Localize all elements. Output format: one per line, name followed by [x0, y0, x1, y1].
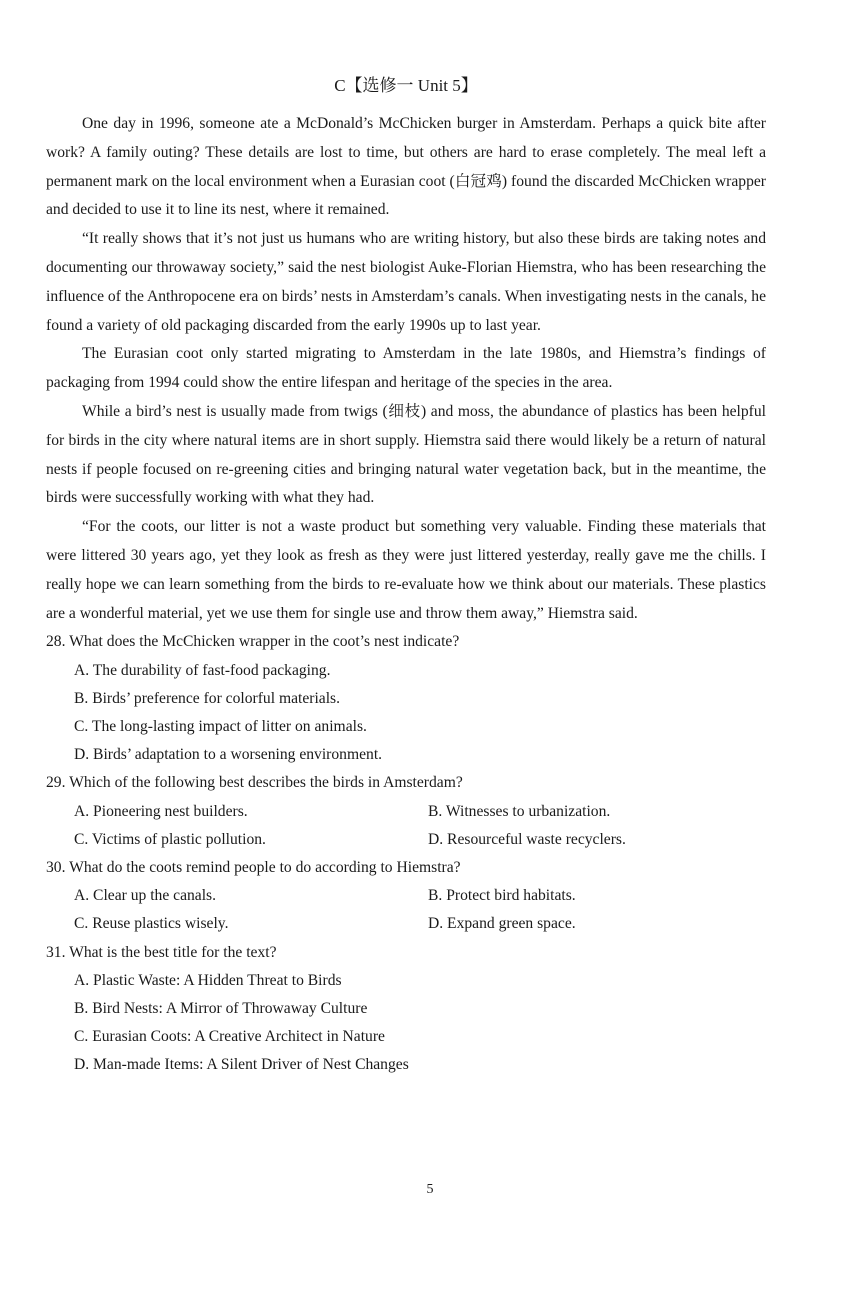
question-28-option-b: B. Birds’ preference for colorful materials.	[74, 689, 340, 707]
document-page	[46, 74, 766, 1080]
question-30-option-d: D. Expand green space.	[428, 915, 576, 933]
question-29-options-row-1	[46, 798, 766, 826]
questions	[46, 628, 766, 1079]
page-number: 5	[426, 1182, 434, 1197]
question-28-stem: 28. What does the McChicken wrapper in the coot’s nest indicate?	[46, 633, 460, 651]
question-31-option-d: D. Man-made Items: A Silent Driver of Nest Changes	[74, 1056, 409, 1074]
question-29-options-row-2	[46, 826, 766, 854]
passage-paragraph-2: “It really shows that it’s not just us humans who are writing history, but also these birds are taking notes and documenting our throwaway society,” said the nest biologist Auke-Florian Hiemstra, who has been researching the influence of the Anthropocene era on birds’ nests in Amsterdam’s canals. When investigating nests in the canals, he found a variety of old packaging discarded from the early 1990s up to last year.	[46, 230, 766, 334]
passage-paragraph-5: “For the coots, our litter is not a waste product but something very valuable. Finding these materials that were littered 30 years ago, yet they look as fresh as they were just littered yesterday, really gave me the chills. I really hope we can learn something from the birds to re-evaluate how we think about our materials. These plastics are a wonderful material, yet we use them for single use and throw them away,” Hiemstra said.	[46, 518, 766, 622]
passage-paragraph-3: The Eurasian coot only started migrating to Amsterdam in the late 1980s, and Hiemstra’s findings of packaging from 1994 could show the entire lifespan and heritage of the species in the area.	[46, 345, 766, 392]
passage	[46, 110, 766, 628]
question-30-option-b: B. Protect bird habitats.	[428, 887, 576, 905]
question-31-option-b: B. Bird Nests: A Mirror of Throwaway Culture	[74, 999, 368, 1017]
question-28-option-d: D. Birds’ adaptation to a worsening environment.	[74, 746, 383, 764]
question-31-stem: 31. What is the best title for the text?	[46, 943, 277, 961]
question-28-option-a: A. The durability of fast-food packaging.	[74, 661, 331, 679]
question-30-option-c: C. Reuse plastics wisely.	[74, 915, 229, 933]
question-29-option-c: C. Victims of plastic pollution.	[74, 830, 266, 848]
passage-paragraph-4: While a bird’s nest is usually made from twigs (细枝) and moss, the abundance of plastics has been helpful for birds in the city where natural items are in short supply. Hiemstra said there would likely be a return of natural nests if people focused on re-greening cities and bringing natural water vegetation back, but in the meantime, the birds were successfully working with what they had.	[46, 402, 766, 507]
question-30-options-row-2	[46, 910, 766, 938]
question-29-option-d: D. Resourceful waste recyclers.	[428, 830, 626, 848]
question-30-stem: 30. What do the coots remind people to do according to Hiemstra?	[46, 858, 461, 876]
passage-paragraph-1: One day in 1996, someone ate a McDonald’s McChicken burger in Amsterdam. Perhaps a quick bite after work? A family outing? These details are lost to time, but others are hard to erase completely. The meal left a permanent mark on the local environment when a Eurasian coot (白冠鸡) found the discarded McChicken wrapper and decided to use it to line its nest, where it remained.	[46, 115, 766, 219]
question-30-options-row-1	[46, 882, 766, 910]
question-31-option-a: A. Plastic Waste: A Hidden Threat to Birds	[74, 971, 342, 989]
question-28-option-c: C. The long-lasting impact of litter on animals.	[74, 717, 367, 735]
question-29-stem: 29. Which of the following best describes the birds in Amsterdam?	[46, 774, 463, 792]
question-29-option-a: A. Pioneering nest builders.	[74, 802, 248, 820]
question-31-option-c: C. Eurasian Coots: A Creative Architect in Nature	[74, 1028, 385, 1046]
section-title: C【选修一 Unit 5】	[334, 76, 478, 95]
question-30-option-a: A. Clear up the canals.	[74, 887, 217, 905]
question-29-option-b: B. Witnesses to urbanization.	[428, 802, 611, 820]
